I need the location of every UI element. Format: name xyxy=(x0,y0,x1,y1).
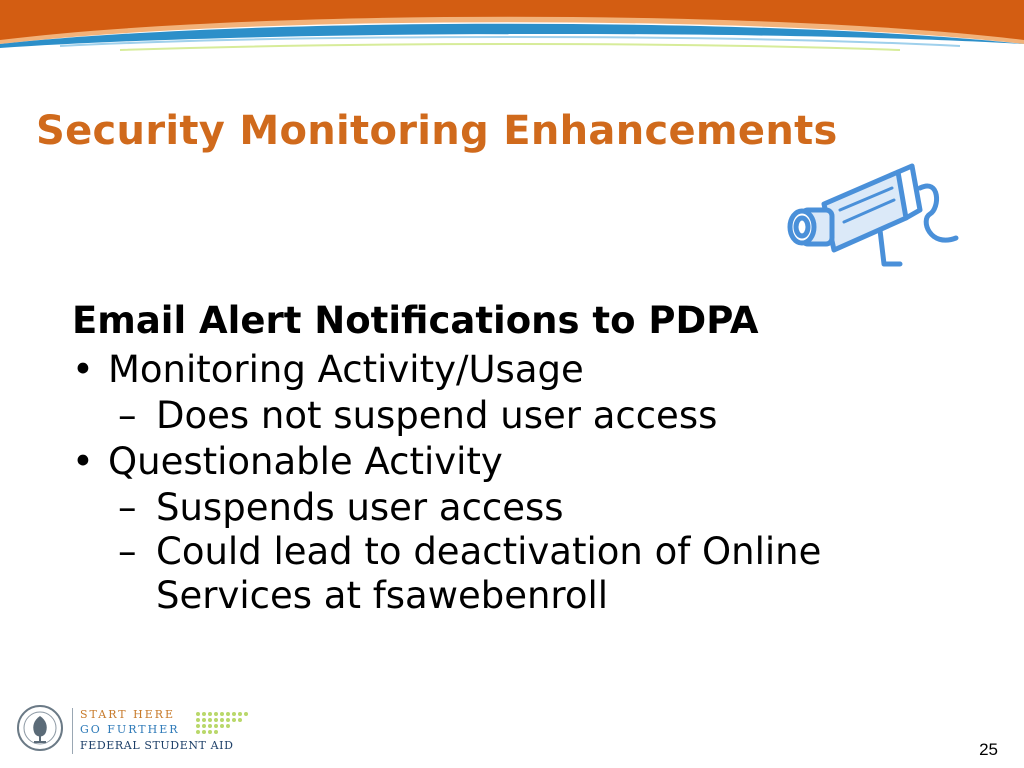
department-seal-icon xyxy=(16,704,64,752)
sub-bullet-marker: – xyxy=(118,486,137,529)
brand-wordmark xyxy=(70,706,254,756)
bullet-item xyxy=(72,346,952,394)
bullet-text: Monitoring Activity/Usage xyxy=(108,348,584,391)
slide-body xyxy=(72,296,952,618)
section-heading: Email Alert Notifications to PDPA xyxy=(72,299,759,342)
sub-bullet-text: Suspends user access xyxy=(156,486,564,529)
sub-bullet-marker: – xyxy=(118,394,137,437)
sub-bullet-item xyxy=(118,486,952,530)
security-camera-icon xyxy=(780,158,960,276)
sub-bullet-text: Could lead to deactivation of Online Services at fsawebenroll xyxy=(156,530,822,617)
bullet-marker: • xyxy=(72,440,94,483)
federal-student-aid-logo xyxy=(14,702,254,758)
brand-line-start-here: START HERE xyxy=(80,708,176,721)
sub-bullet-text: Does not suspend user access xyxy=(156,394,718,437)
sub-bullet-item xyxy=(118,394,952,438)
brand-line-go-further: GO FURTHER xyxy=(80,723,180,736)
bullet-text: Questionable Activity xyxy=(108,440,503,483)
header-banner xyxy=(0,0,1024,60)
slide-title: Security Monitoring Enhancements xyxy=(36,108,838,154)
sub-bullet-marker: – xyxy=(118,530,137,573)
brand-line-federal-student-aid: FEDERAL STUDENT AID xyxy=(80,739,234,752)
bullet-marker: • xyxy=(72,348,94,391)
dot-pattern-icon xyxy=(194,710,254,736)
page-number: 25 xyxy=(979,740,998,759)
brand-divider xyxy=(72,708,73,754)
bullet-item xyxy=(72,438,952,486)
sub-bullet-item xyxy=(118,530,952,618)
